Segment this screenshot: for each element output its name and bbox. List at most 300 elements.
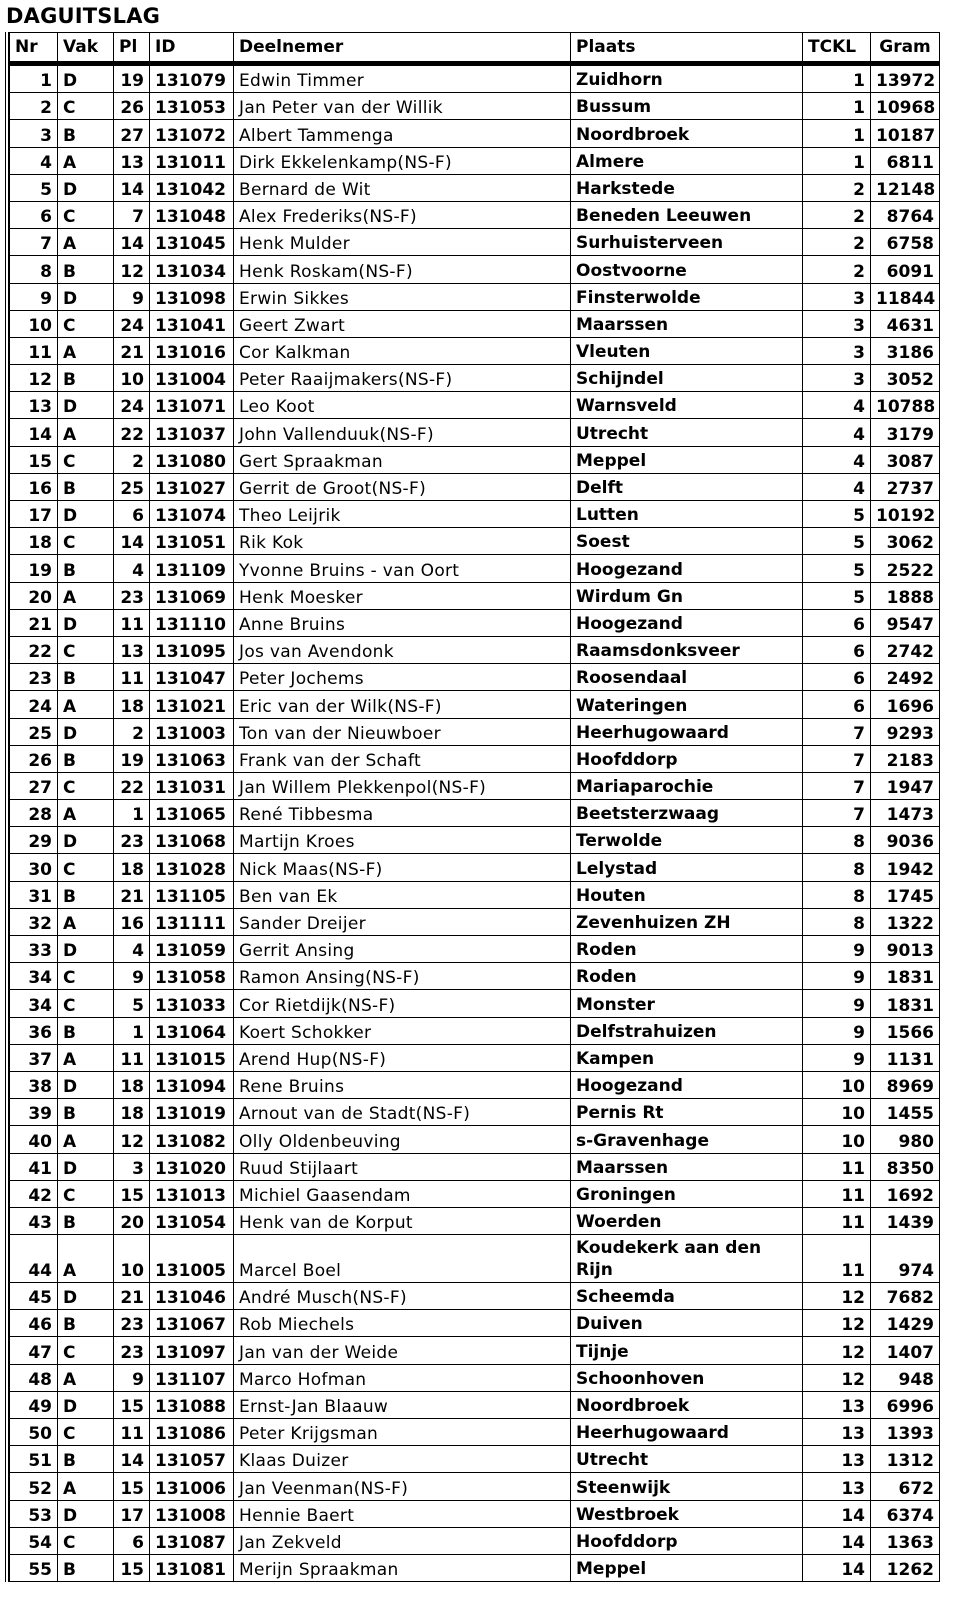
results-table [9, 32, 940, 1582]
cell-plaats: Wirdum Gn [571, 582, 803, 609]
cell-pl: 6 [114, 1527, 150, 1554]
cell-deelnemer: Jan Peter van der Willik [234, 93, 571, 120]
cell-nr: 39 [10, 1099, 58, 1126]
table-row [10, 827, 940, 854]
cell-pl: 19 [114, 745, 150, 772]
table-row [10, 1071, 940, 1098]
cell-plaats: Lutten [571, 501, 803, 528]
column-header-plaats: Plaats [571, 33, 803, 64]
table-row [10, 1153, 940, 1180]
table-row [10, 310, 940, 337]
cell-pl: 14 [114, 1446, 150, 1473]
cell-nr: 54 [10, 1527, 58, 1554]
cell-tckl: 9 [803, 990, 871, 1017]
cell-deelnemer: Klaas Duizer [234, 1446, 571, 1473]
cell-pl: 7 [114, 201, 150, 228]
cell-tckl: 9 [803, 1044, 871, 1071]
cell-plaats: Zevenhuizen ZH [571, 908, 803, 935]
cell-id: 131019 [150, 1099, 234, 1126]
cell-tckl: 4 [803, 392, 871, 419]
table-row [10, 419, 940, 446]
column-header-id: ID [150, 33, 234, 64]
cell-pl: 15 [114, 1473, 150, 1500]
cell-plaats: Soest [571, 528, 803, 555]
cell-nr: 45 [10, 1283, 58, 1310]
table-row [10, 365, 940, 392]
cell-vak: B [58, 365, 114, 392]
cell-plaats: Terwolde [571, 827, 803, 854]
cell-deelnemer: Gert Spraakman [234, 446, 571, 473]
cell-deelnemer: Marco Hofman [234, 1364, 571, 1391]
cell-deelnemer: Jos van Avendonk [234, 636, 571, 663]
cell-nr: 53 [10, 1500, 58, 1527]
cell-tckl: 11 [803, 1153, 871, 1180]
cell-deelnemer: Rene Bruins [234, 1071, 571, 1098]
cell-tckl: 14 [803, 1527, 871, 1554]
cell-id: 131087 [150, 1527, 234, 1554]
cell-pl: 10 [114, 1235, 150, 1283]
cell-vak: B [58, 1310, 114, 1337]
cell-tckl: 13 [803, 1446, 871, 1473]
cell-gram: 1262 [871, 1554, 940, 1581]
table-row [10, 392, 940, 419]
cell-plaats: Woerden [571, 1207, 803, 1234]
cell-id: 131020 [150, 1153, 234, 1180]
cell-tckl: 12 [803, 1364, 871, 1391]
cell-tckl: 3 [803, 365, 871, 392]
cell-vak: C [58, 93, 114, 120]
cell-pl: 9 [114, 963, 150, 990]
cell-id: 131081 [150, 1554, 234, 1581]
cell-nr: 34 [10, 963, 58, 990]
cell-deelnemer: Jan Willem Plekkenpol(NS-F) [234, 772, 571, 799]
cell-id: 131027 [150, 473, 234, 500]
cell-pl: 19 [114, 64, 150, 93]
cell-nr: 15 [10, 446, 58, 473]
cell-gram: 3179 [871, 419, 940, 446]
table-row [10, 93, 940, 120]
cell-pl: 4 [114, 936, 150, 963]
cell-plaats: Zuidhorn [571, 64, 803, 93]
table-row [10, 854, 940, 881]
cell-nr: 17 [10, 501, 58, 528]
column-header-gram: Gram [871, 33, 940, 64]
cell-id: 131054 [150, 1207, 234, 1234]
cell-tckl: 8 [803, 908, 871, 935]
cell-nr: 10 [10, 310, 58, 337]
cell-tckl: 1 [803, 147, 871, 174]
cell-pl: 23 [114, 582, 150, 609]
cell-gram: 672 [871, 1473, 940, 1500]
cell-tckl: 3 [803, 337, 871, 364]
cell-vak: C [58, 1180, 114, 1207]
table-row [10, 1235, 940, 1283]
cell-id: 131064 [150, 1017, 234, 1044]
cell-gram: 13972 [871, 64, 940, 93]
column-header-nr: Nr [10, 33, 58, 64]
cell-id: 131045 [150, 229, 234, 256]
page-title: DAGUITSLAG [6, 4, 161, 28]
cell-plaats: Schoonhoven [571, 1364, 803, 1391]
cell-pl: 9 [114, 1364, 150, 1391]
cell-vak: B [58, 1017, 114, 1044]
cell-id: 131004 [150, 365, 234, 392]
cell-deelnemer: Ramon Ansing(NS-F) [234, 963, 571, 990]
cell-deelnemer: Erwin Sikkes [234, 283, 571, 310]
cell-plaats: Vleuten [571, 337, 803, 364]
cell-id: 131069 [150, 582, 234, 609]
table-row [10, 881, 940, 908]
cell-tckl: 6 [803, 609, 871, 636]
cell-pl: 27 [114, 120, 150, 147]
cell-gram: 6091 [871, 256, 940, 283]
cell-tckl: 12 [803, 1283, 871, 1310]
cell-gram: 9293 [871, 718, 940, 745]
cell-deelnemer: Geert Zwart [234, 310, 571, 337]
cell-id: 131037 [150, 419, 234, 446]
cell-plaats: Delft [571, 473, 803, 500]
cell-deelnemer: Hennie Baert [234, 1500, 571, 1527]
cell-plaats: Oostvoorne [571, 256, 803, 283]
cell-pl: 2 [114, 718, 150, 745]
cell-plaats: Meppel [571, 1554, 803, 1581]
cell-plaats: Pernis Rt [571, 1099, 803, 1126]
cell-tckl: 7 [803, 772, 871, 799]
cell-pl: 10 [114, 365, 150, 392]
cell-pl: 11 [114, 1044, 150, 1071]
cell-deelnemer: Nick Maas(NS-F) [234, 854, 571, 881]
cell-deelnemer: Henk van de Korput [234, 1207, 571, 1234]
cell-plaats: Heerhugowaard [571, 1419, 803, 1446]
cell-deelnemer: André Musch(NS-F) [234, 1283, 571, 1310]
cell-plaats: Heerhugowaard [571, 718, 803, 745]
cell-nr: 26 [10, 745, 58, 772]
cell-deelnemer: Albert Tammenga [234, 120, 571, 147]
cell-tckl: 2 [803, 201, 871, 228]
cell-deelnemer: Ton van der Nieuwboer [234, 718, 571, 745]
cell-nr: 47 [10, 1337, 58, 1364]
cell-deelnemer: Martijn Kroes [234, 827, 571, 854]
table-row [10, 990, 940, 1017]
cell-tckl: 9 [803, 1017, 871, 1044]
cell-pl: 24 [114, 392, 150, 419]
cell-pl: 3 [114, 1153, 150, 1180]
cell-deelnemer: Merijn Spraakman [234, 1554, 571, 1581]
cell-pl: 12 [114, 256, 150, 283]
cell-vak: D [58, 827, 114, 854]
cell-vak: A [58, 229, 114, 256]
cell-gram: 2492 [871, 664, 940, 691]
cell-id: 131094 [150, 1071, 234, 1098]
cell-tckl: 13 [803, 1473, 871, 1500]
cell-pl: 11 [114, 609, 150, 636]
cell-gram: 10187 [871, 120, 940, 147]
cell-gram: 3062 [871, 528, 940, 555]
cell-plaats: Roden [571, 963, 803, 990]
cell-id: 131041 [150, 310, 234, 337]
cell-pl: 11 [114, 664, 150, 691]
cell-id: 131047 [150, 664, 234, 691]
cell-tckl: 8 [803, 881, 871, 908]
cell-deelnemer: Sander Dreijer [234, 908, 571, 935]
cell-pl: 18 [114, 854, 150, 881]
cell-nr: 44 [10, 1235, 58, 1283]
cell-nr: 48 [10, 1364, 58, 1391]
cell-vak: A [58, 1473, 114, 1500]
cell-plaats: Delfstrahuizen [571, 1017, 803, 1044]
cell-tckl: 1 [803, 64, 871, 93]
cell-tckl: 1 [803, 120, 871, 147]
cell-deelnemer: Peter Jochems [234, 664, 571, 691]
cell-vak: D [58, 936, 114, 963]
cell-vak: A [58, 691, 114, 718]
cell-plaats: Beneden Leeuwen [571, 201, 803, 228]
cell-gram: 2183 [871, 745, 940, 772]
cell-plaats: Roden [571, 936, 803, 963]
cell-plaats: Warnsveld [571, 392, 803, 419]
cell-gram: 1322 [871, 908, 940, 935]
cell-deelnemer: Rob Miechels [234, 1310, 571, 1337]
cell-pl: 23 [114, 827, 150, 854]
cell-gram: 10788 [871, 392, 940, 419]
cell-vak: C [58, 528, 114, 555]
cell-gram: 11844 [871, 283, 940, 310]
table-row [10, 174, 940, 201]
cell-plaats: Scheemda [571, 1283, 803, 1310]
cell-vak: B [58, 555, 114, 582]
cell-gram: 9013 [871, 936, 940, 963]
cell-deelnemer: René Tibbesma [234, 800, 571, 827]
cell-tckl: 12 [803, 1310, 871, 1337]
cell-plaats: Hoofddorp [571, 1527, 803, 1554]
cell-tckl: 9 [803, 936, 871, 963]
cell-id: 131080 [150, 446, 234, 473]
cell-gram: 1131 [871, 1044, 940, 1071]
cell-gram: 1439 [871, 1207, 940, 1234]
cell-tckl: 2 [803, 256, 871, 283]
cell-tckl: 6 [803, 664, 871, 691]
cell-pl: 13 [114, 636, 150, 663]
cell-pl: 20 [114, 1207, 150, 1234]
table-row [10, 256, 940, 283]
cell-vak: A [58, 337, 114, 364]
cell-plaats: Hoogezand [571, 1071, 803, 1098]
cell-vak: B [58, 1554, 114, 1581]
cell-vak: B [58, 120, 114, 147]
cell-vak: A [58, 1044, 114, 1071]
cell-gram: 1696 [871, 691, 940, 718]
table-row [10, 337, 940, 364]
cell-tckl: 7 [803, 800, 871, 827]
cell-tckl: 12 [803, 1337, 871, 1364]
cell-tckl: 8 [803, 827, 871, 854]
cell-gram: 4631 [871, 310, 940, 337]
cell-plaats: Groningen [571, 1180, 803, 1207]
cell-nr: 50 [10, 1419, 58, 1446]
cell-nr: 12 [10, 365, 58, 392]
cell-gram: 1407 [871, 1337, 940, 1364]
cell-plaats: Wateringen [571, 691, 803, 718]
cell-id: 131005 [150, 1235, 234, 1283]
table-row [10, 64, 940, 93]
cell-nr: 3 [10, 120, 58, 147]
cell-deelnemer: Ben van Ek [234, 881, 571, 908]
cell-tckl: 4 [803, 473, 871, 500]
cell-deelnemer: Anne Bruins [234, 609, 571, 636]
cell-vak: A [58, 582, 114, 609]
cell-gram: 2737 [871, 473, 940, 500]
cell-vak: B [58, 745, 114, 772]
cell-tckl: 14 [803, 1554, 871, 1581]
cell-nr: 24 [10, 691, 58, 718]
cell-nr: 37 [10, 1044, 58, 1071]
cell-deelnemer: Ernst-Jan Blaauw [234, 1391, 571, 1418]
results-table-wrapper [5, 32, 939, 1582]
cell-vak: D [58, 283, 114, 310]
cell-plaats: Monster [571, 990, 803, 1017]
cell-deelnemer: Arend Hup(NS-F) [234, 1044, 571, 1071]
cell-plaats: Houten [571, 881, 803, 908]
cell-deelnemer: Henk Roskam(NS-F) [234, 256, 571, 283]
cell-nr: 5 [10, 174, 58, 201]
cell-deelnemer: Bernard de Wit [234, 174, 571, 201]
cell-tckl: 5 [803, 528, 871, 555]
cell-gram: 12148 [871, 174, 940, 201]
cell-id: 131111 [150, 908, 234, 935]
cell-gram: 3087 [871, 446, 940, 473]
cell-gram: 9036 [871, 827, 940, 854]
cell-gram: 1473 [871, 800, 940, 827]
cell-pl: 23 [114, 1310, 150, 1337]
cell-pl: 14 [114, 528, 150, 555]
cell-deelnemer: John Vallenduuk(NS-F) [234, 419, 571, 446]
cell-gram: 8764 [871, 201, 940, 228]
cell-gram: 2522 [871, 555, 940, 582]
table-row [10, 1099, 940, 1126]
cell-plaats: Utrecht [571, 1446, 803, 1473]
cell-id: 131048 [150, 201, 234, 228]
cell-plaats: Surhuisterveen [571, 229, 803, 256]
cell-pl: 22 [114, 419, 150, 446]
cell-pl: 1 [114, 1017, 150, 1044]
table-row [10, 1126, 940, 1153]
cell-gram: 6374 [871, 1500, 940, 1527]
cell-tckl: 7 [803, 718, 871, 745]
cell-vak: D [58, 1071, 114, 1098]
column-header-pl: Pl [114, 33, 150, 64]
cell-gram: 1947 [871, 772, 940, 799]
cell-deelnemer: Edwin Timmer [234, 64, 571, 93]
cell-deelnemer: Dirk Ekkelenkamp(NS-F) [234, 147, 571, 174]
cell-vak: B [58, 881, 114, 908]
cell-tckl: 7 [803, 745, 871, 772]
cell-nr: 9 [10, 283, 58, 310]
cell-vak: C [58, 310, 114, 337]
cell-plaats: Utrecht [571, 419, 803, 446]
cell-deelnemer: Henk Mulder [234, 229, 571, 256]
cell-id: 131095 [150, 636, 234, 663]
cell-plaats: Almere [571, 147, 803, 174]
cell-deelnemer: Eric van der Wilk(NS-F) [234, 691, 571, 718]
cell-plaats: Koudekerk aan den Rijn [571, 1235, 803, 1283]
table-row [10, 745, 940, 772]
cell-plaats: Hoogezand [571, 555, 803, 582]
cell-gram: 8350 [871, 1153, 940, 1180]
cell-pl: 2 [114, 446, 150, 473]
cell-id: 131015 [150, 1044, 234, 1071]
cell-tckl: 11 [803, 1180, 871, 1207]
cell-id: 131016 [150, 337, 234, 364]
cell-nr: 4 [10, 147, 58, 174]
table-row [10, 1554, 940, 1581]
cell-nr: 27 [10, 772, 58, 799]
cell-nr: 23 [10, 664, 58, 691]
table-row [10, 1364, 940, 1391]
cell-gram: 1888 [871, 582, 940, 609]
cell-id: 131011 [150, 147, 234, 174]
cell-tckl: 6 [803, 636, 871, 663]
cell-vak: A [58, 800, 114, 827]
table-row [10, 528, 940, 555]
cell-plaats: Meppel [571, 446, 803, 473]
table-row [10, 446, 940, 473]
cell-nr: 51 [10, 1446, 58, 1473]
cell-pl: 15 [114, 1391, 150, 1418]
table-row [10, 501, 940, 528]
cell-nr: 38 [10, 1071, 58, 1098]
cell-plaats: Hoofddorp [571, 745, 803, 772]
table-row [10, 691, 940, 718]
cell-tckl: 6 [803, 691, 871, 718]
cell-vak: D [58, 1153, 114, 1180]
cell-gram: 6811 [871, 147, 940, 174]
column-header-tckl: TCKL [803, 33, 871, 64]
cell-gram: 10968 [871, 93, 940, 120]
cell-id: 131074 [150, 501, 234, 528]
cell-id: 131042 [150, 174, 234, 201]
cell-tckl: 5 [803, 555, 871, 582]
table-row [10, 229, 940, 256]
cell-deelnemer: Gerrit Ansing [234, 936, 571, 963]
cell-id: 131097 [150, 1337, 234, 1364]
table-row [10, 1044, 940, 1071]
cell-tckl: 3 [803, 283, 871, 310]
cell-gram: 7682 [871, 1283, 940, 1310]
cell-vak: B [58, 1207, 114, 1234]
table-row [10, 1391, 940, 1418]
cell-gram: 1363 [871, 1527, 940, 1554]
cell-nr: 30 [10, 854, 58, 881]
cell-plaats: s-Gravenhage [571, 1126, 803, 1153]
cell-deelnemer: Jan Veenman(NS-F) [234, 1473, 571, 1500]
cell-nr: 32 [10, 908, 58, 935]
table-header-row [10, 33, 940, 64]
cell-nr: 40 [10, 1126, 58, 1153]
cell-id: 131006 [150, 1473, 234, 1500]
cell-deelnemer: Cor Kalkman [234, 337, 571, 364]
cell-plaats: Hoogezand [571, 609, 803, 636]
cell-pl: 14 [114, 229, 150, 256]
cell-plaats: Finsterwolde [571, 283, 803, 310]
cell-id: 131058 [150, 963, 234, 990]
cell-tckl: 3 [803, 310, 871, 337]
cell-id: 131105 [150, 881, 234, 908]
cell-gram: 2742 [871, 636, 940, 663]
cell-vak: D [58, 392, 114, 419]
cell-vak: C [58, 1419, 114, 1446]
cell-id: 131051 [150, 528, 234, 555]
cell-nr: 16 [10, 473, 58, 500]
